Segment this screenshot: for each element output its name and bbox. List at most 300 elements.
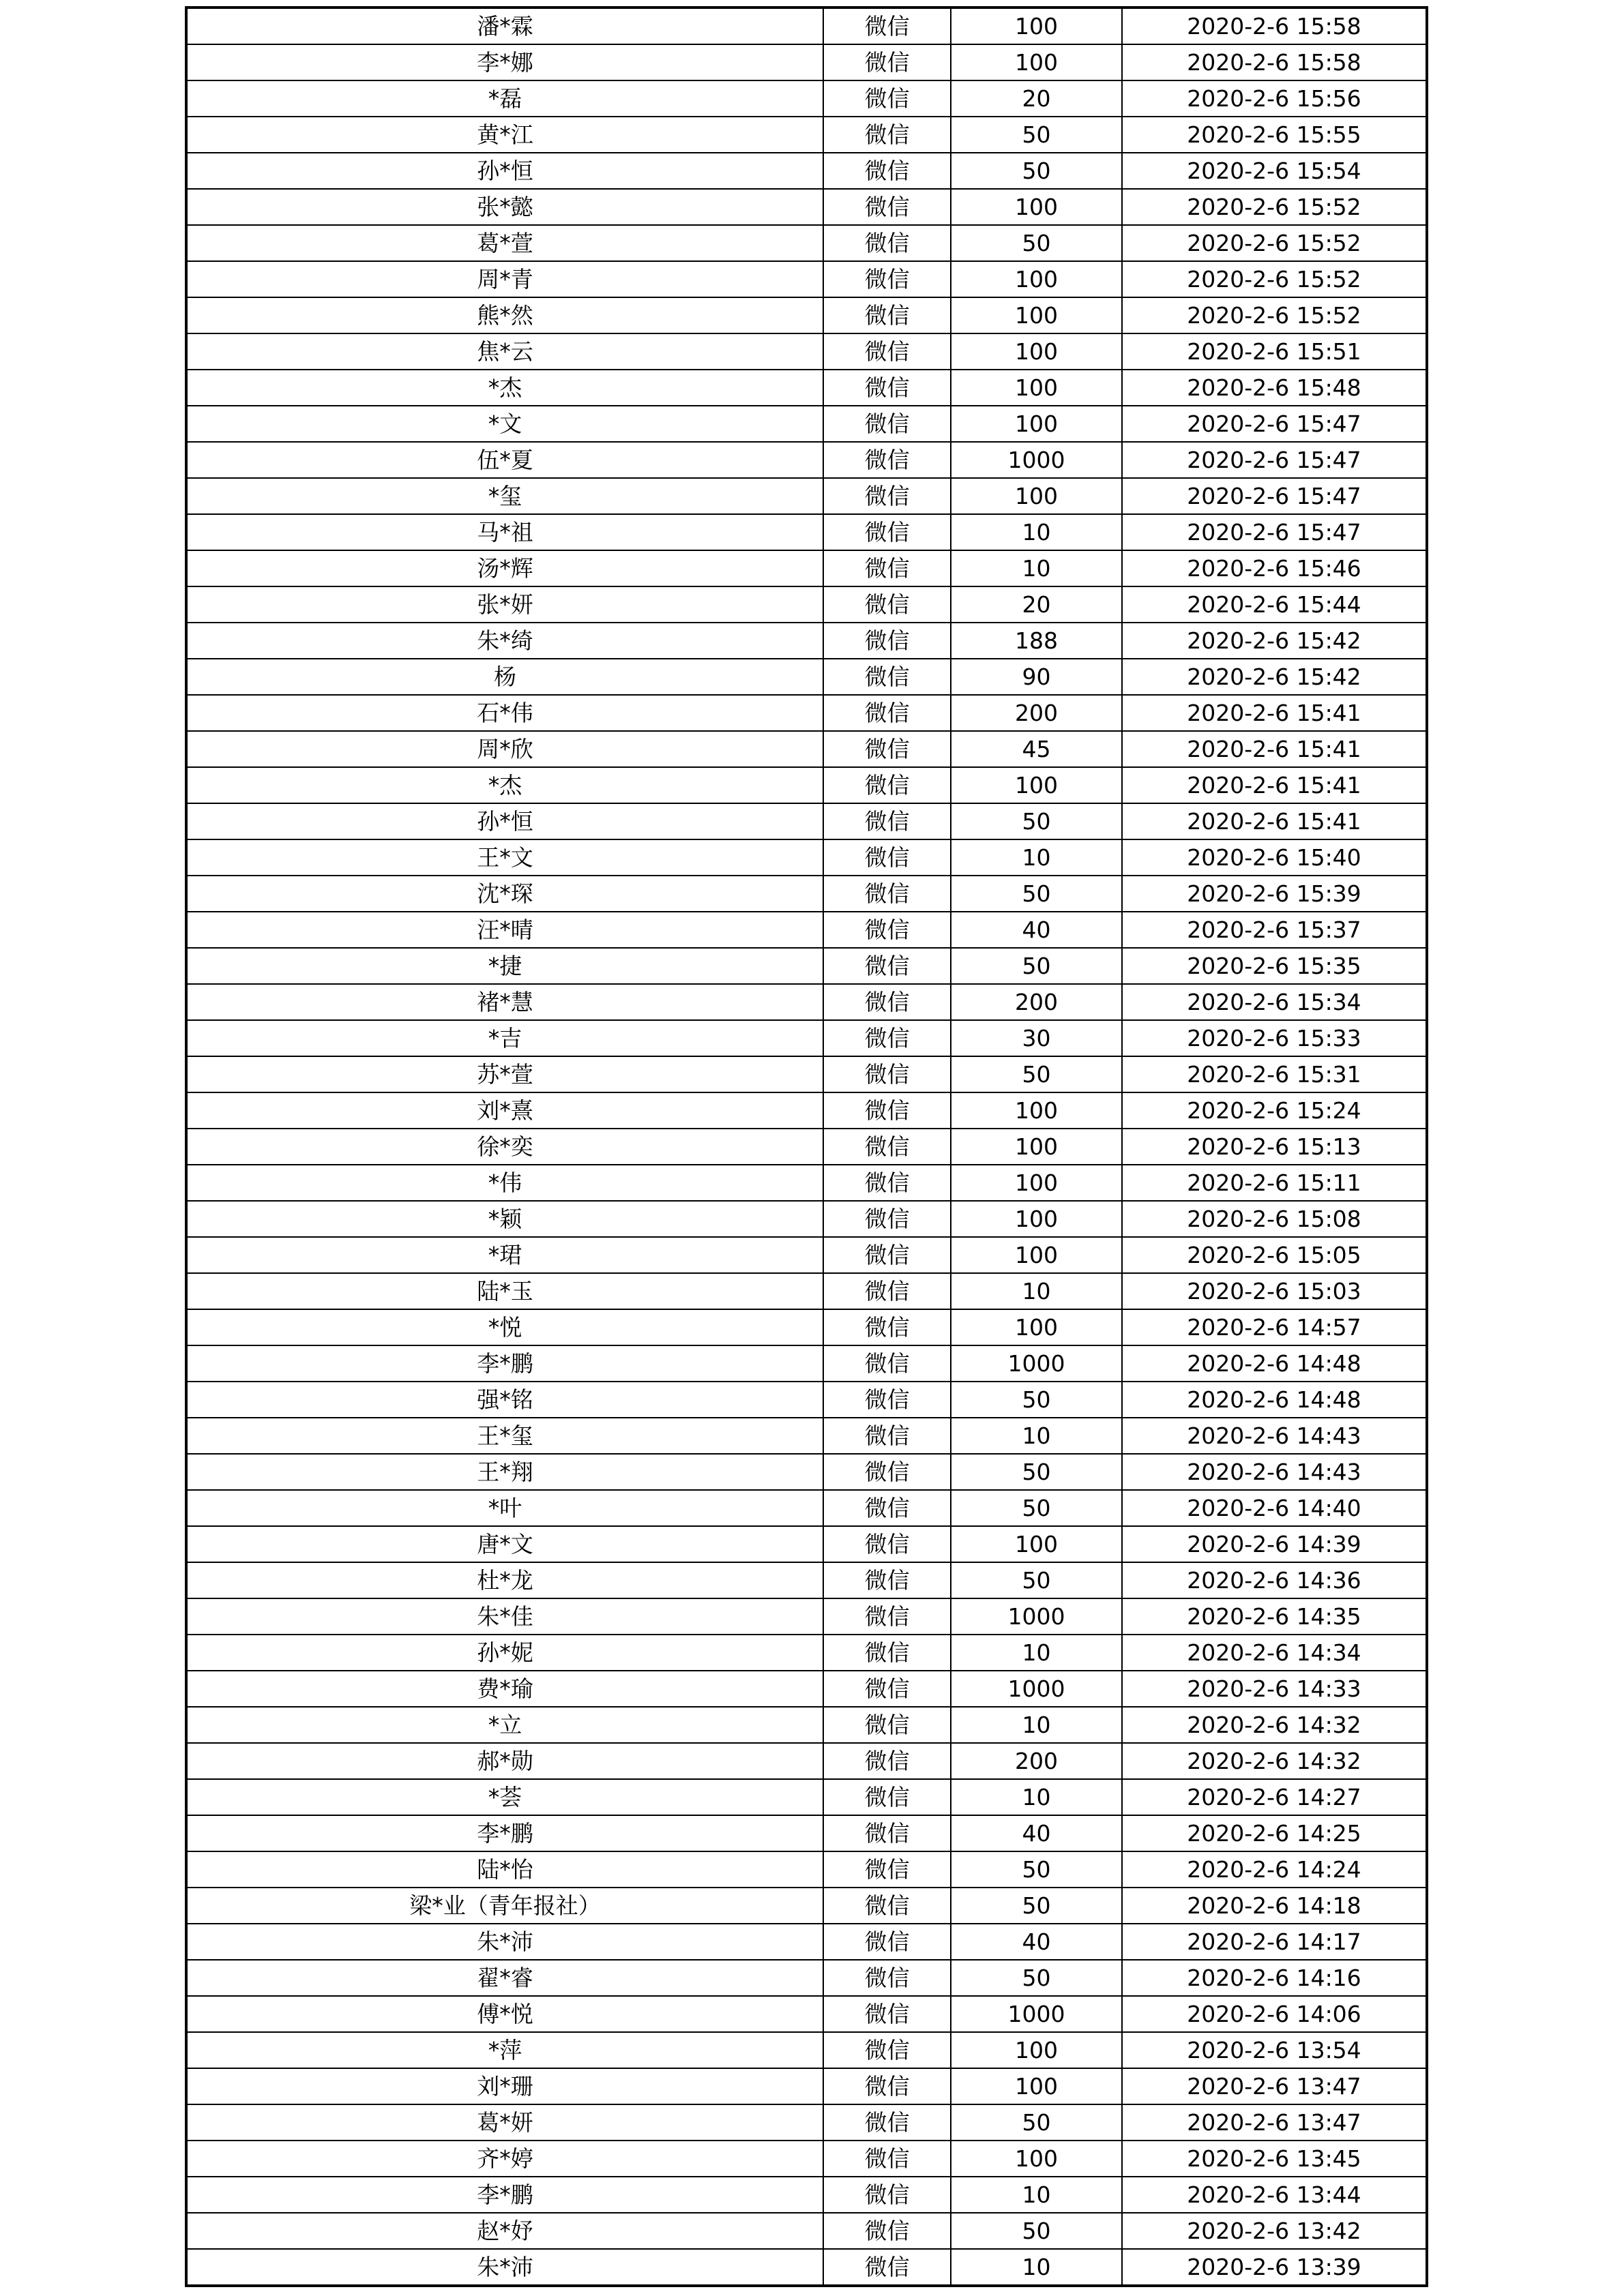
donor-name-cell: *伟 bbox=[186, 1165, 823, 1201]
donation-time-cell: 2020-2-6 14:34 bbox=[1122, 1635, 1427, 1671]
donation-time-cell: 2020-2-6 14:48 bbox=[1122, 1382, 1427, 1418]
donation-time-cell: 2020-2-6 14:33 bbox=[1122, 1671, 1427, 1707]
donor-name-cell: 伍*夏 bbox=[186, 442, 823, 478]
donor-name-cell: 葛*萱 bbox=[186, 225, 823, 261]
donor-name-cell: 齐*婷 bbox=[186, 2141, 823, 2177]
amount-cell: 50 bbox=[951, 948, 1122, 984]
payment-method-cell: 微信 bbox=[823, 948, 951, 984]
donation-time-cell: 2020-2-6 14:16 bbox=[1122, 1960, 1427, 1996]
donor-name-cell: *玺 bbox=[186, 478, 823, 514]
table-row bbox=[186, 297, 1427, 333]
donation-time-cell: 2020-2-6 14:17 bbox=[1122, 1924, 1427, 1960]
donor-name-cell: *杰 bbox=[186, 767, 823, 803]
table-row bbox=[186, 2032, 1427, 2068]
donation-time-cell: 2020-2-6 15:33 bbox=[1122, 1020, 1427, 1056]
donor-name-cell: 周*青 bbox=[186, 261, 823, 297]
amount-cell: 100 bbox=[951, 2068, 1122, 2104]
table-row bbox=[186, 189, 1427, 225]
payment-method-cell: 微信 bbox=[823, 478, 951, 514]
donor-name-cell: *吉 bbox=[186, 1020, 823, 1056]
table-row bbox=[186, 1779, 1427, 1815]
table-row bbox=[186, 1345, 1427, 1382]
donor-name-cell: 张*懿 bbox=[186, 189, 823, 225]
amount-cell: 100 bbox=[951, 1526, 1122, 1562]
donor-name-cell: 孙*恒 bbox=[186, 153, 823, 189]
amount-cell: 40 bbox=[951, 912, 1122, 948]
donor-name-cell: 李*鹏 bbox=[186, 1815, 823, 1851]
donor-name-cell: 朱*沛 bbox=[186, 2249, 823, 2286]
amount-cell: 100 bbox=[951, 2141, 1122, 2177]
table-row bbox=[186, 1598, 1427, 1635]
donor-name-cell: 朱*佳 bbox=[186, 1598, 823, 1635]
table-row bbox=[186, 1743, 1427, 1779]
table-row bbox=[186, 478, 1427, 514]
donation-time-cell: 2020-2-6 15:48 bbox=[1122, 370, 1427, 406]
amount-cell: 50 bbox=[951, 1562, 1122, 1598]
table-row bbox=[186, 1671, 1427, 1707]
amount-cell: 10 bbox=[951, 2249, 1122, 2286]
table-row bbox=[186, 767, 1427, 803]
table-row bbox=[186, 1888, 1427, 1924]
table-row bbox=[186, 1165, 1427, 1201]
table-row bbox=[186, 912, 1427, 948]
table-row bbox=[186, 659, 1427, 695]
donation-time-cell: 2020-2-6 15:37 bbox=[1122, 912, 1427, 948]
table-row bbox=[186, 695, 1427, 731]
payment-method-cell: 微信 bbox=[823, 1562, 951, 1598]
payment-method-cell: 微信 bbox=[823, 225, 951, 261]
amount-cell: 10 bbox=[951, 1418, 1122, 1454]
table-row bbox=[186, 514, 1427, 550]
donation-time-cell: 2020-2-6 13:47 bbox=[1122, 2068, 1427, 2104]
donation-time-cell: 2020-2-6 15:34 bbox=[1122, 984, 1427, 1020]
table-row bbox=[186, 1707, 1427, 1743]
table-row bbox=[186, 803, 1427, 839]
amount-cell: 100 bbox=[951, 333, 1122, 370]
donation-time-cell: 2020-2-6 14:35 bbox=[1122, 1598, 1427, 1635]
table-row bbox=[186, 1201, 1427, 1237]
amount-cell: 50 bbox=[951, 2213, 1122, 2249]
donor-name-cell: 王*文 bbox=[186, 839, 823, 876]
amount-cell: 40 bbox=[951, 1815, 1122, 1851]
donor-name-cell: 沈*琛 bbox=[186, 876, 823, 912]
amount-cell: 200 bbox=[951, 984, 1122, 1020]
amount-cell: 100 bbox=[951, 189, 1122, 225]
donation-time-cell: 2020-2-6 15:46 bbox=[1122, 550, 1427, 586]
payment-method-cell: 微信 bbox=[823, 44, 951, 80]
donor-name-cell: 徐*奕 bbox=[186, 1129, 823, 1165]
payment-method-cell: 微信 bbox=[823, 406, 951, 442]
table-row bbox=[186, 1129, 1427, 1165]
donation-time-cell: 2020-2-6 13:39 bbox=[1122, 2249, 1427, 2286]
payment-method-cell: 微信 bbox=[823, 1779, 951, 1815]
payment-method-cell: 微信 bbox=[823, 1273, 951, 1309]
payment-method-cell: 微信 bbox=[823, 1201, 951, 1237]
donor-name-cell: *荟 bbox=[186, 1779, 823, 1815]
payment-method-cell: 微信 bbox=[823, 2104, 951, 2141]
table-row bbox=[186, 1382, 1427, 1418]
payment-method-cell: 微信 bbox=[823, 767, 951, 803]
donation-time-cell: 2020-2-6 13:45 bbox=[1122, 2141, 1427, 2177]
donation-time-cell: 2020-2-6 15:03 bbox=[1122, 1273, 1427, 1309]
payment-method-cell: 微信 bbox=[823, 1924, 951, 1960]
donation-time-cell: 2020-2-6 15:41 bbox=[1122, 803, 1427, 839]
table-row bbox=[186, 2068, 1427, 2104]
amount-cell: 1000 bbox=[951, 1671, 1122, 1707]
donation-time-cell: 2020-2-6 14:36 bbox=[1122, 1562, 1427, 1598]
table-row bbox=[186, 1960, 1427, 1996]
donation-time-cell: 2020-2-6 15:44 bbox=[1122, 586, 1427, 623]
donation-time-cell: 2020-2-6 13:44 bbox=[1122, 2177, 1427, 2213]
payment-method-cell: 微信 bbox=[823, 1635, 951, 1671]
donor-name-cell: 葛*妍 bbox=[186, 2104, 823, 2141]
payment-method-cell: 微信 bbox=[823, 189, 951, 225]
payment-method-cell: 微信 bbox=[823, 1707, 951, 1743]
payment-method-cell: 微信 bbox=[823, 153, 951, 189]
donation-time-cell: 2020-2-6 15:24 bbox=[1122, 1092, 1427, 1129]
donor-name-cell: 杨 bbox=[186, 659, 823, 695]
payment-method-cell: 微信 bbox=[823, 659, 951, 695]
donation-time-cell: 2020-2-6 14:18 bbox=[1122, 1888, 1427, 1924]
amount-cell: 30 bbox=[951, 1020, 1122, 1056]
payment-method-cell: 微信 bbox=[823, 1129, 951, 1165]
table-row bbox=[186, 2249, 1427, 2286]
amount-cell: 20 bbox=[951, 80, 1122, 117]
donor-name-cell: 石*伟 bbox=[186, 695, 823, 731]
payment-method-cell: 微信 bbox=[823, 876, 951, 912]
table-row bbox=[186, 1996, 1427, 2032]
donation-time-cell: 2020-2-6 15:42 bbox=[1122, 623, 1427, 659]
donation-time-cell: 2020-2-6 15:52 bbox=[1122, 261, 1427, 297]
donation-time-cell: 2020-2-6 13:54 bbox=[1122, 2032, 1427, 2068]
donor-name-cell: 杜*龙 bbox=[186, 1562, 823, 1598]
donor-name-cell: 唐*文 bbox=[186, 1526, 823, 1562]
table-row bbox=[186, 117, 1427, 153]
donation-time-cell: 2020-2-6 15:51 bbox=[1122, 333, 1427, 370]
donor-name-cell: 李*娜 bbox=[186, 44, 823, 80]
amount-cell: 50 bbox=[951, 803, 1122, 839]
donor-name-cell: 焦*云 bbox=[186, 333, 823, 370]
amount-cell: 100 bbox=[951, 1092, 1122, 1129]
donor-name-cell: 翟*睿 bbox=[186, 1960, 823, 1996]
table-row bbox=[186, 333, 1427, 370]
donor-name-cell: 褚*慧 bbox=[186, 984, 823, 1020]
donation-time-cell: 2020-2-6 14:43 bbox=[1122, 1418, 1427, 1454]
table-row bbox=[186, 731, 1427, 767]
donation-time-cell: 2020-2-6 14:48 bbox=[1122, 1345, 1427, 1382]
table-row bbox=[186, 623, 1427, 659]
donor-name-cell: 傅*悦 bbox=[186, 1996, 823, 2032]
amount-cell: 10 bbox=[951, 514, 1122, 550]
donation-time-cell: 2020-2-6 15:31 bbox=[1122, 1056, 1427, 1092]
amount-cell: 1000 bbox=[951, 1598, 1122, 1635]
payment-method-cell: 微信 bbox=[823, 803, 951, 839]
amount-cell: 100 bbox=[951, 406, 1122, 442]
payment-method-cell: 微信 bbox=[823, 1454, 951, 1490]
table-row bbox=[186, 1924, 1427, 1960]
payment-method-cell: 微信 bbox=[823, 1092, 951, 1129]
table-row bbox=[186, 1490, 1427, 1526]
amount-cell: 100 bbox=[951, 1129, 1122, 1165]
amount-cell: 10 bbox=[951, 1779, 1122, 1815]
table-row bbox=[186, 1454, 1427, 1490]
donor-name-cell: 朱*沛 bbox=[186, 1924, 823, 1960]
amount-cell: 188 bbox=[951, 623, 1122, 659]
donor-name-cell: *文 bbox=[186, 406, 823, 442]
amount-cell: 100 bbox=[951, 767, 1122, 803]
payment-method-cell: 微信 bbox=[823, 1996, 951, 2032]
table-row bbox=[186, 2104, 1427, 2141]
amount-cell: 10 bbox=[951, 1707, 1122, 1743]
payment-method-cell: 微信 bbox=[823, 839, 951, 876]
payment-method-cell: 微信 bbox=[823, 586, 951, 623]
amount-cell: 90 bbox=[951, 659, 1122, 695]
donor-name-cell: 刘*熹 bbox=[186, 1092, 823, 1129]
amount-cell: 200 bbox=[951, 695, 1122, 731]
donor-name-cell: 汤*辉 bbox=[186, 550, 823, 586]
payment-method-cell: 微信 bbox=[823, 80, 951, 117]
payment-method-cell: 微信 bbox=[823, 297, 951, 333]
payment-method-cell: 微信 bbox=[823, 2213, 951, 2249]
donor-name-cell: 赵*妤 bbox=[186, 2213, 823, 2249]
amount-cell: 40 bbox=[951, 1924, 1122, 1960]
payment-method-cell: 微信 bbox=[823, 261, 951, 297]
donation-time-cell: 2020-2-6 15:47 bbox=[1122, 514, 1427, 550]
donation-time-cell: 2020-2-6 15:41 bbox=[1122, 731, 1427, 767]
donor-name-cell: 梁*业（青年报社） bbox=[186, 1888, 823, 1924]
payment-method-cell: 微信 bbox=[823, 1815, 951, 1851]
amount-cell: 100 bbox=[951, 1309, 1122, 1345]
payment-method-cell: 微信 bbox=[823, 1020, 951, 1056]
donation-time-cell: 2020-2-6 15:40 bbox=[1122, 839, 1427, 876]
payment-method-cell: 微信 bbox=[823, 1598, 951, 1635]
donor-name-cell: 刘*珊 bbox=[186, 2068, 823, 2104]
donation-time-cell: 2020-2-6 15:55 bbox=[1122, 117, 1427, 153]
donation-time-cell: 2020-2-6 14:43 bbox=[1122, 1454, 1427, 1490]
table-row bbox=[186, 1635, 1427, 1671]
payment-method-cell: 微信 bbox=[823, 2249, 951, 2286]
amount-cell: 45 bbox=[951, 731, 1122, 767]
amount-cell: 100 bbox=[951, 1201, 1122, 1237]
table-row bbox=[186, 44, 1427, 80]
payment-method-cell: 微信 bbox=[823, 623, 951, 659]
donation-time-cell: 2020-2-6 14:57 bbox=[1122, 1309, 1427, 1345]
payment-method-cell: 微信 bbox=[823, 1309, 951, 1345]
payment-method-cell: 微信 bbox=[823, 1382, 951, 1418]
amount-cell: 10 bbox=[951, 2177, 1122, 2213]
table-row bbox=[186, 1273, 1427, 1309]
donation-time-cell: 2020-2-6 14:25 bbox=[1122, 1815, 1427, 1851]
donor-name-cell: 周*欣 bbox=[186, 731, 823, 767]
table-row bbox=[186, 1056, 1427, 1092]
donor-name-cell: 郝*勋 bbox=[186, 1743, 823, 1779]
donor-name-cell: 黄*江 bbox=[186, 117, 823, 153]
donation-table bbox=[185, 6, 1428, 2287]
donation-time-cell: 2020-2-6 15:13 bbox=[1122, 1129, 1427, 1165]
donor-name-cell: 熊*然 bbox=[186, 297, 823, 333]
payment-method-cell: 微信 bbox=[823, 333, 951, 370]
table-row bbox=[186, 370, 1427, 406]
payment-method-cell: 微信 bbox=[823, 1526, 951, 1562]
donor-name-cell: 马*祖 bbox=[186, 514, 823, 550]
table-row bbox=[186, 2213, 1427, 2249]
donation-time-cell: 2020-2-6 15:35 bbox=[1122, 948, 1427, 984]
donor-name-cell: 苏*萱 bbox=[186, 1056, 823, 1092]
payment-method-cell: 微信 bbox=[823, 1165, 951, 1201]
table-row bbox=[186, 80, 1427, 117]
donor-name-cell: *磊 bbox=[186, 80, 823, 117]
amount-cell: 50 bbox=[951, 2104, 1122, 2141]
payment-method-cell: 微信 bbox=[823, 912, 951, 948]
payment-method-cell: 微信 bbox=[823, 8, 951, 44]
amount-cell: 50 bbox=[951, 1454, 1122, 1490]
donation-time-cell: 2020-2-6 14:39 bbox=[1122, 1526, 1427, 1562]
donation-time-cell: 2020-2-6 14:32 bbox=[1122, 1707, 1427, 1743]
payment-method-cell: 微信 bbox=[823, 550, 951, 586]
donation-time-cell: 2020-2-6 13:47 bbox=[1122, 2104, 1427, 2141]
table-row bbox=[186, 225, 1427, 261]
donor-name-cell: 费*瑜 bbox=[186, 1671, 823, 1707]
donation-time-cell: 2020-2-6 15:42 bbox=[1122, 659, 1427, 695]
payment-method-cell: 微信 bbox=[823, 1671, 951, 1707]
table-row bbox=[186, 984, 1427, 1020]
donor-name-cell: *叶 bbox=[186, 1490, 823, 1526]
table-row bbox=[186, 406, 1427, 442]
table-row bbox=[186, 442, 1427, 478]
table-row bbox=[186, 948, 1427, 984]
amount-cell: 100 bbox=[951, 297, 1122, 333]
payment-method-cell: 微信 bbox=[823, 1345, 951, 1382]
donation-time-cell: 2020-2-6 14:06 bbox=[1122, 1996, 1427, 2032]
donation-time-cell: 2020-2-6 14:27 bbox=[1122, 1779, 1427, 1815]
amount-cell: 50 bbox=[951, 153, 1122, 189]
donor-name-cell: 朱*绮 bbox=[186, 623, 823, 659]
amount-cell: 1000 bbox=[951, 1996, 1122, 2032]
amount-cell: 50 bbox=[951, 1888, 1122, 1924]
payment-method-cell: 微信 bbox=[823, 1851, 951, 1888]
amount-cell: 50 bbox=[951, 1960, 1122, 1996]
table-row bbox=[186, 153, 1427, 189]
amount-cell: 10 bbox=[951, 1635, 1122, 1671]
donor-name-cell: *颖 bbox=[186, 1201, 823, 1237]
amount-cell: 50 bbox=[951, 1056, 1122, 1092]
payment-method-cell: 微信 bbox=[823, 117, 951, 153]
payment-method-cell: 微信 bbox=[823, 984, 951, 1020]
donation-time-cell: 2020-2-6 14:32 bbox=[1122, 1743, 1427, 1779]
donation-time-cell: 2020-2-6 13:42 bbox=[1122, 2213, 1427, 2249]
donation-time-cell: 2020-2-6 15:47 bbox=[1122, 442, 1427, 478]
amount-cell: 1000 bbox=[951, 1345, 1122, 1382]
payment-method-cell: 微信 bbox=[823, 442, 951, 478]
table-row bbox=[186, 1309, 1427, 1345]
donor-name-cell: 陆*怡 bbox=[186, 1851, 823, 1888]
amount-cell: 100 bbox=[951, 44, 1122, 80]
table-row bbox=[186, 1526, 1427, 1562]
donation-time-cell: 2020-2-6 15:56 bbox=[1122, 80, 1427, 117]
donation-time-cell: 2020-2-6 15:52 bbox=[1122, 225, 1427, 261]
payment-method-cell: 微信 bbox=[823, 2032, 951, 2068]
amount-cell: 10 bbox=[951, 550, 1122, 586]
amount-cell: 20 bbox=[951, 586, 1122, 623]
payment-method-cell: 微信 bbox=[823, 370, 951, 406]
table-row bbox=[186, 1815, 1427, 1851]
payment-method-cell: 微信 bbox=[823, 1418, 951, 1454]
amount-cell: 50 bbox=[951, 1382, 1122, 1418]
amount-cell: 1000 bbox=[951, 442, 1122, 478]
payment-method-cell: 微信 bbox=[823, 2177, 951, 2213]
donor-name-cell: 强*铭 bbox=[186, 1382, 823, 1418]
donation-time-cell: 2020-2-6 15:47 bbox=[1122, 406, 1427, 442]
payment-method-cell: 微信 bbox=[823, 731, 951, 767]
table-row bbox=[186, 839, 1427, 876]
amount-cell: 10 bbox=[951, 839, 1122, 876]
donor-name-cell: 王*翔 bbox=[186, 1454, 823, 1490]
amount-cell: 50 bbox=[951, 117, 1122, 153]
donation-time-cell: 2020-2-6 15:05 bbox=[1122, 1237, 1427, 1273]
donor-name-cell: 李*鹏 bbox=[186, 1345, 823, 1382]
amount-cell: 100 bbox=[951, 478, 1122, 514]
table-row bbox=[186, 1092, 1427, 1129]
donation-time-cell: 2020-2-6 15:11 bbox=[1122, 1165, 1427, 1201]
amount-cell: 50 bbox=[951, 1490, 1122, 1526]
donor-name-cell: 王*玺 bbox=[186, 1418, 823, 1454]
donor-name-cell: 陆*玉 bbox=[186, 1273, 823, 1309]
donor-name-cell: *悦 bbox=[186, 1309, 823, 1345]
donor-name-cell: *捷 bbox=[186, 948, 823, 984]
donation-time-cell: 2020-2-6 15:52 bbox=[1122, 297, 1427, 333]
donation-time-cell: 2020-2-6 15:39 bbox=[1122, 876, 1427, 912]
amount-cell: 50 bbox=[951, 225, 1122, 261]
donation-time-cell: 2020-2-6 15:41 bbox=[1122, 767, 1427, 803]
amount-cell: 100 bbox=[951, 370, 1122, 406]
table-row bbox=[186, 550, 1427, 586]
payment-method-cell: 微信 bbox=[823, 1056, 951, 1092]
table-row bbox=[186, 1562, 1427, 1598]
donation-time-cell: 2020-2-6 15:54 bbox=[1122, 153, 1427, 189]
amount-cell: 100 bbox=[951, 2032, 1122, 2068]
payment-method-cell: 微信 bbox=[823, 695, 951, 731]
table-row bbox=[186, 8, 1427, 44]
donation-time-cell: 2020-2-6 15:08 bbox=[1122, 1201, 1427, 1237]
donation-time-cell: 2020-2-6 14:24 bbox=[1122, 1851, 1427, 1888]
amount-cell: 100 bbox=[951, 8, 1122, 44]
payment-method-cell: 微信 bbox=[823, 2068, 951, 2104]
donor-name-cell: 孙*恒 bbox=[186, 803, 823, 839]
amount-cell: 100 bbox=[951, 261, 1122, 297]
donor-name-cell: 汪*晴 bbox=[186, 912, 823, 948]
donation-time-cell: 2020-2-6 15:52 bbox=[1122, 189, 1427, 225]
table-row bbox=[186, 1418, 1427, 1454]
donation-time-cell: 2020-2-6 15:47 bbox=[1122, 478, 1427, 514]
payment-method-cell: 微信 bbox=[823, 1888, 951, 1924]
table-row bbox=[186, 876, 1427, 912]
payment-method-cell: 微信 bbox=[823, 1960, 951, 1996]
amount-cell: 10 bbox=[951, 1273, 1122, 1309]
payment-method-cell: 微信 bbox=[823, 514, 951, 550]
donation-time-cell: 2020-2-6 15:58 bbox=[1122, 8, 1427, 44]
table-row bbox=[186, 1020, 1427, 1056]
table-row bbox=[186, 1851, 1427, 1888]
donor-name-cell: 孙*妮 bbox=[186, 1635, 823, 1671]
table-row bbox=[186, 261, 1427, 297]
payment-method-cell: 微信 bbox=[823, 1743, 951, 1779]
donor-name-cell: *立 bbox=[186, 1707, 823, 1743]
donor-name-cell: 李*鹏 bbox=[186, 2177, 823, 2213]
donation-table-body bbox=[186, 8, 1427, 2286]
amount-cell: 100 bbox=[951, 1165, 1122, 1201]
table-row bbox=[186, 2177, 1427, 2213]
donor-name-cell: 张*妍 bbox=[186, 586, 823, 623]
